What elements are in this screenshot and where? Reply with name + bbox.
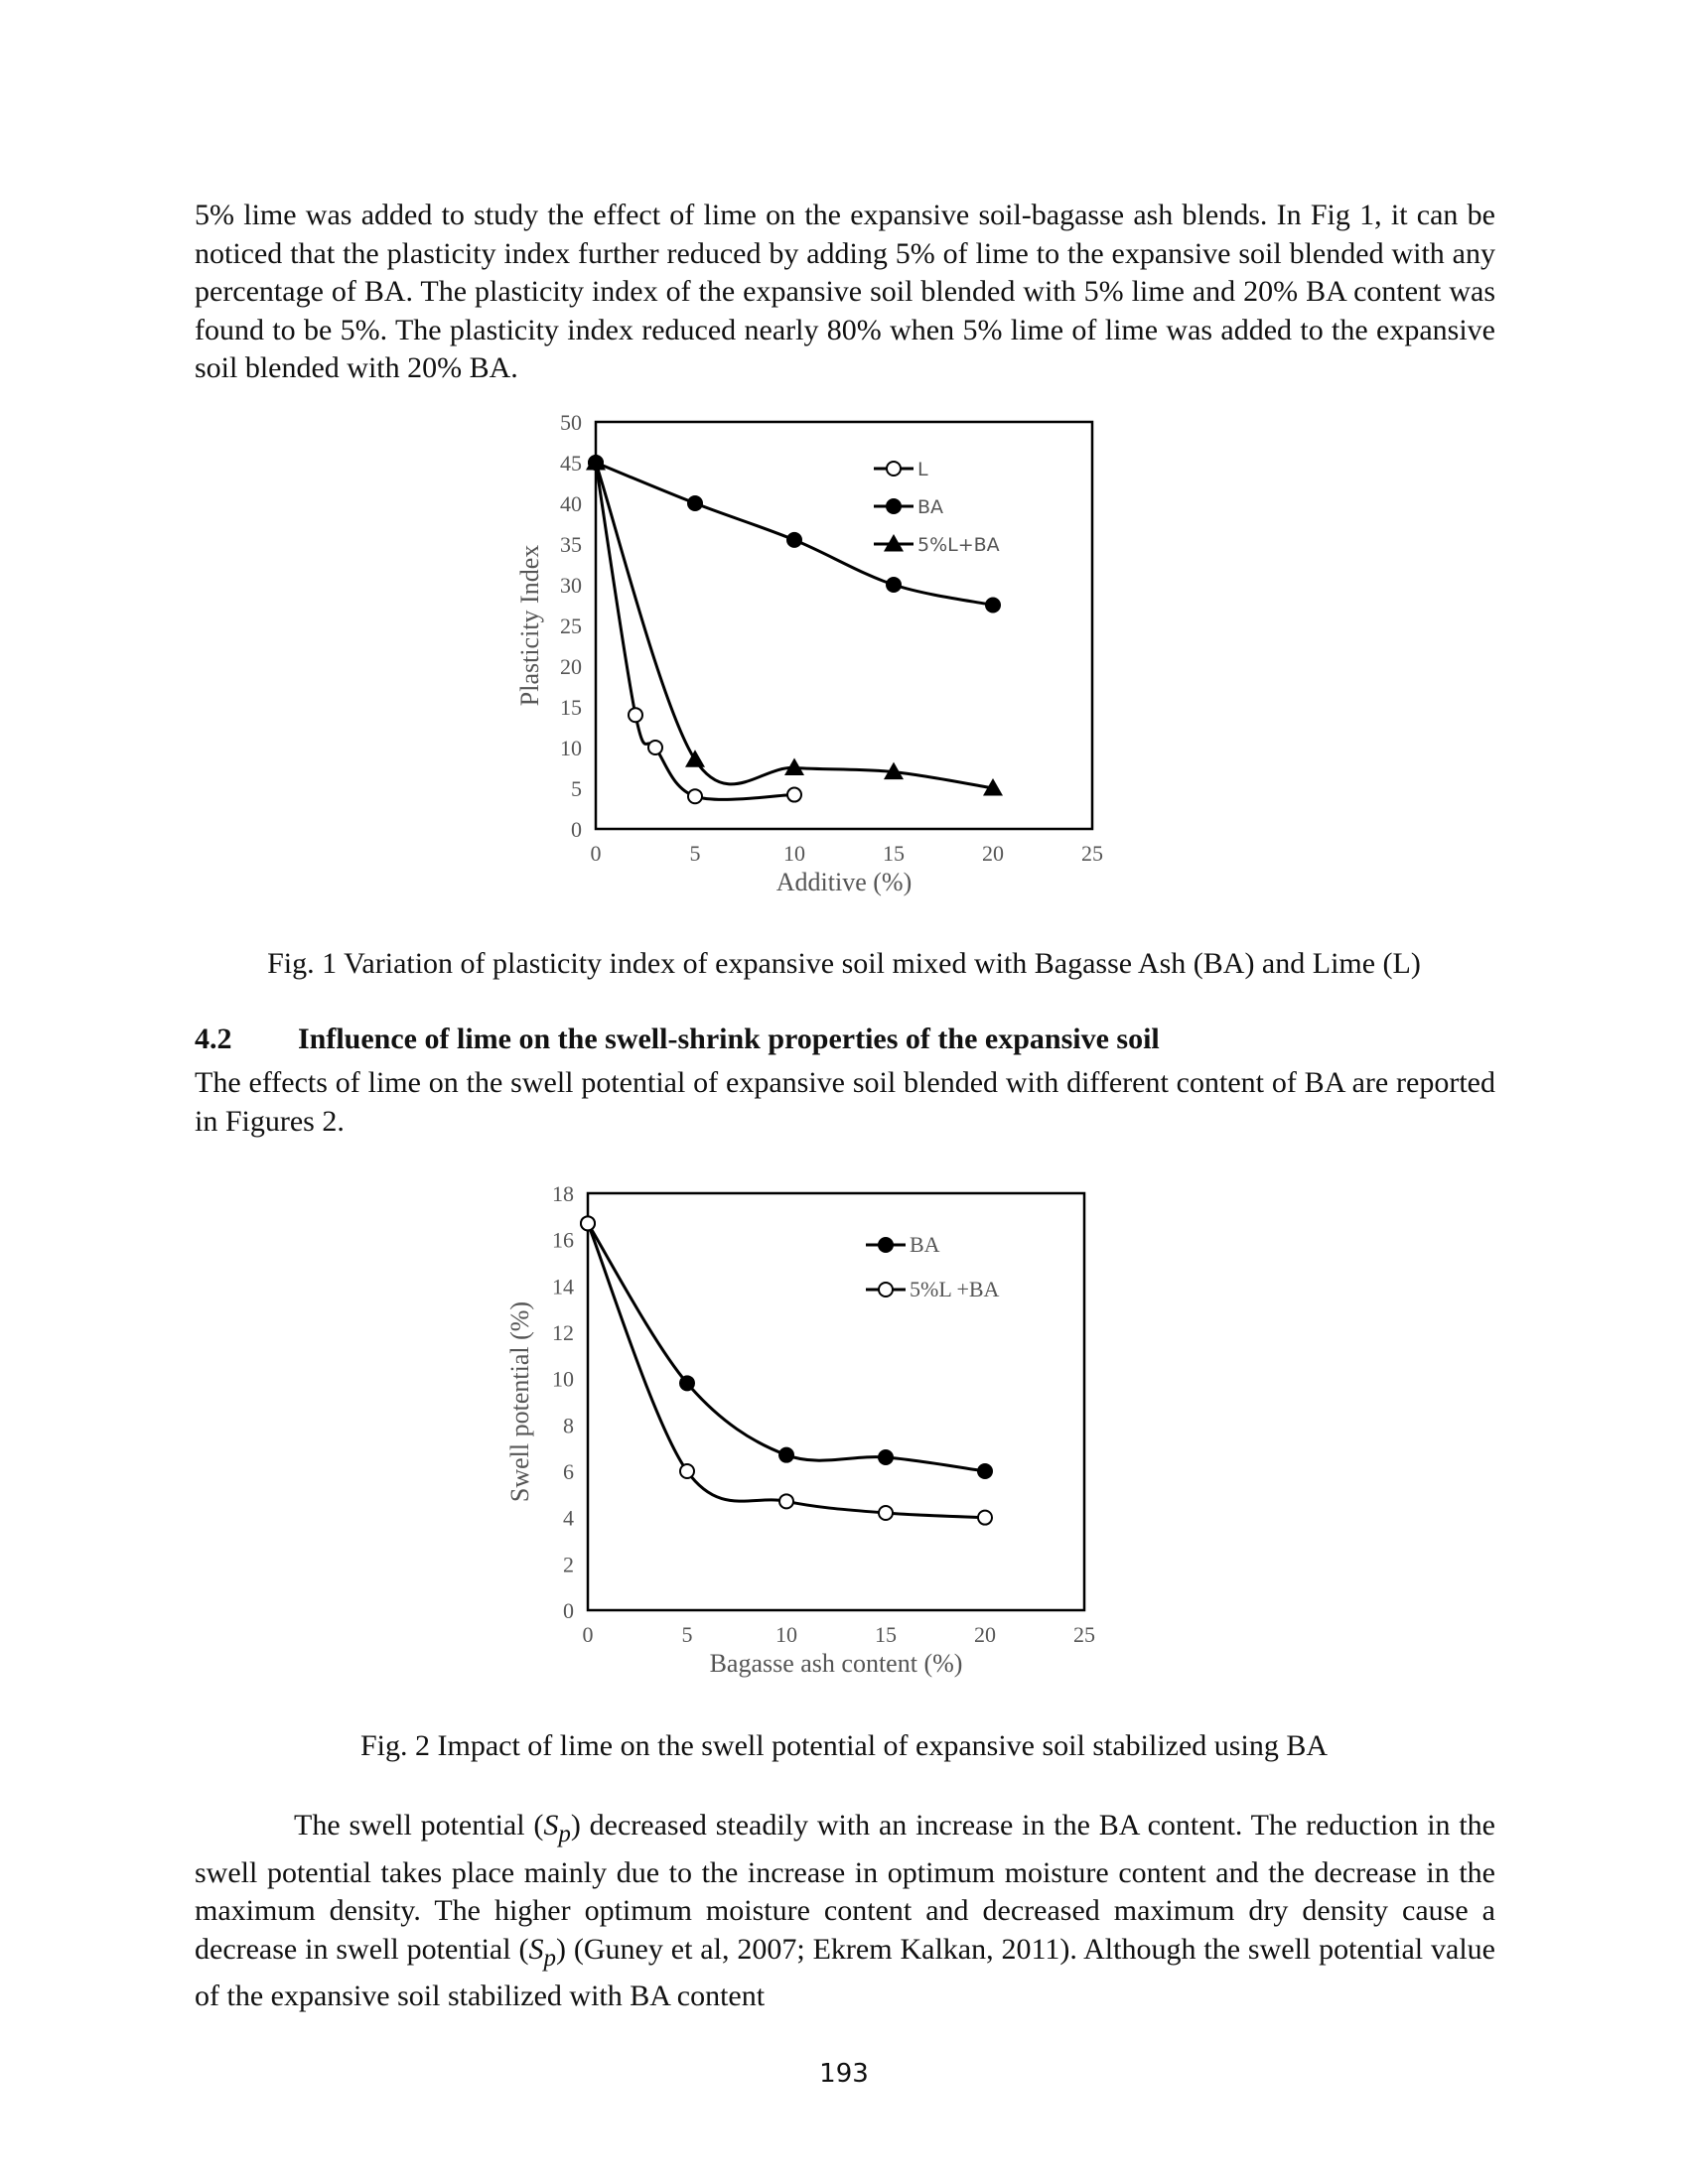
y-tick-label: 8 — [563, 1413, 574, 1438]
page-number: 193 — [819, 2059, 869, 2089]
y-tick-label: 0 — [571, 817, 582, 842]
open-circle-marker — [629, 708, 642, 722]
triangle-marker — [685, 750, 705, 767]
filled-circle-marker — [878, 1449, 894, 1465]
open-circle-marker — [879, 1283, 893, 1297]
x-tick-label: 20 — [974, 1622, 996, 1647]
open-circle-marker — [688, 789, 702, 803]
paragraph-section-intro: The effects of lime on the swell potential of expansive soil blended with different content of BA are reported in Figures 2. — [195, 1066, 1495, 1138]
filled-circle-marker — [786, 532, 802, 548]
open-circle-marker — [779, 1494, 793, 1508]
y-tick-label: 4 — [563, 1505, 574, 1531]
y-tick-label: 0 — [563, 1598, 574, 1623]
symbol-s: S — [543, 1809, 559, 1842]
legend-label: L — [917, 459, 928, 480]
symbol-subscript: p — [558, 1821, 571, 1847]
y-axis-title: Swell potential (%) — [505, 1300, 534, 1503]
legend-label: 5%L+BA — [917, 534, 1000, 556]
open-circle-marker — [680, 1464, 694, 1478]
section-heading — [195, 1023, 1160, 1056]
x-tick-label: 5 — [689, 841, 701, 866]
series-line-5%L +BA — [588, 1223, 985, 1517]
y-tick-label: 35 — [560, 532, 582, 557]
y-tick-label: 5 — [571, 776, 582, 801]
figure-1-plasticity-chart — [506, 407, 1142, 903]
filled-circle-marker — [878, 1237, 894, 1253]
x-tick-label: 0 — [582, 1622, 594, 1647]
open-circle-marker — [879, 1506, 893, 1520]
x-tick-label: 25 — [1073, 1622, 1095, 1647]
filled-circle-marker — [886, 577, 902, 593]
x-tick-label: 15 — [883, 841, 905, 866]
x-tick-label: 0 — [590, 841, 602, 866]
open-circle-marker — [978, 1511, 992, 1525]
filled-circle-marker — [886, 498, 902, 514]
y-tick-label: 18 — [552, 1181, 574, 1206]
symbol-subscript: p — [543, 1944, 556, 1972]
y-tick-label: 45 — [560, 451, 582, 476]
x-tick-label: 25 — [1081, 841, 1103, 866]
text-segment: ) decreased steadily with an increase in the BA content. The reduction in the swell potential takes place mainly due to the increase in optimum moisture content and the decrease in the maximum density. The higher optimum moisture content and decreased maximum dry density cause a decrease in swell potential ( — [195, 1809, 1495, 1966]
x-tick-label: 15 — [875, 1622, 897, 1647]
x-tick-label: 5 — [681, 1622, 693, 1647]
x-tick-label: 20 — [982, 841, 1004, 866]
figure-2-caption: Fig. 2 Impact of lime on the swell potential of expansive soil stabilized using BA — [359, 1729, 1328, 1762]
section-number: 4.2 — [195, 1023, 232, 1055]
y-tick-label: 40 — [560, 491, 582, 516]
open-circle-marker — [887, 462, 901, 476]
y-tick-label: 10 — [552, 1366, 574, 1392]
y-tick-label: 14 — [552, 1274, 574, 1299]
section-title: Influence of lime on the swell-shrink properties of the expansive soil — [298, 1023, 1160, 1055]
open-circle-marker — [787, 788, 801, 802]
x-axis-title: Bagasse ash content (%) — [709, 1649, 963, 1678]
text-segment: The swell potential ( — [294, 1809, 544, 1842]
open-circle-marker — [581, 1216, 595, 1230]
y-tick-label: 10 — [560, 736, 582, 760]
y-tick-label: 15 — [560, 695, 582, 720]
y-tick-label: 2 — [563, 1552, 574, 1577]
y-tick-label: 12 — [552, 1320, 574, 1345]
y-tick-label: 20 — [560, 654, 582, 679]
y-axis-title: Plasticity Index — [515, 544, 544, 707]
y-tick-label: 25 — [560, 614, 582, 638]
y-tick-label: 50 — [560, 410, 582, 435]
paragraph-swell-discussion — [195, 1807, 1495, 2016]
legend-label: 5%L +BA — [910, 1277, 1000, 1301]
filled-circle-marker — [687, 495, 703, 511]
y-tick-label: 6 — [563, 1459, 574, 1484]
x-tick-label: 10 — [783, 841, 805, 866]
y-tick-label: 16 — [552, 1227, 574, 1253]
open-circle-marker — [648, 741, 662, 754]
paragraph-intro: 5% lime was added to study the effect of lime on the expansive soil-bagasse ash blends. In Fig 1, it can be noticed that the plasticity index further reduced by adding 5% of lime to the expansive soil blended with any percentage of BA. The plasticity index of the expansive soil blended with 5% lime and 20% BA content was found to be 5%. The plasticity index reduced nearly 80% when 5% lime of lime was added to the expansive soil blended with 20% BA. — [195, 199, 1495, 384]
filled-circle-marker — [679, 1375, 695, 1391]
figure-2-swell-potential-chart — [496, 1161, 1142, 1678]
text-segment: ) (Guney et al, 2007; Ekrem Kalkan, 2011). Although the swell potential value of the expansive soil stabilized with BA content — [195, 1932, 1495, 2012]
figure-1-caption: Fig. 1 Variation of plasticity index of expansive soil mixed with Bagasse Ash (BA) and Lime (L) — [267, 947, 1421, 980]
y-tick-label: 30 — [560, 573, 582, 598]
legend-label: BA — [910, 1232, 940, 1257]
series-line-BA — [588, 1223, 985, 1471]
x-tick-label: 10 — [775, 1622, 797, 1647]
filled-circle-marker — [977, 1463, 993, 1479]
filled-circle-marker — [985, 598, 1001, 614]
series-line-L — [596, 463, 794, 799]
plot-area-border — [588, 1193, 1084, 1610]
x-axis-title: Additive (%) — [775, 868, 913, 896]
legend-label: BA — [917, 496, 944, 518]
symbol-s: S — [528, 1932, 544, 1966]
filled-circle-marker — [778, 1447, 794, 1463]
plot-area-border — [596, 422, 1092, 829]
